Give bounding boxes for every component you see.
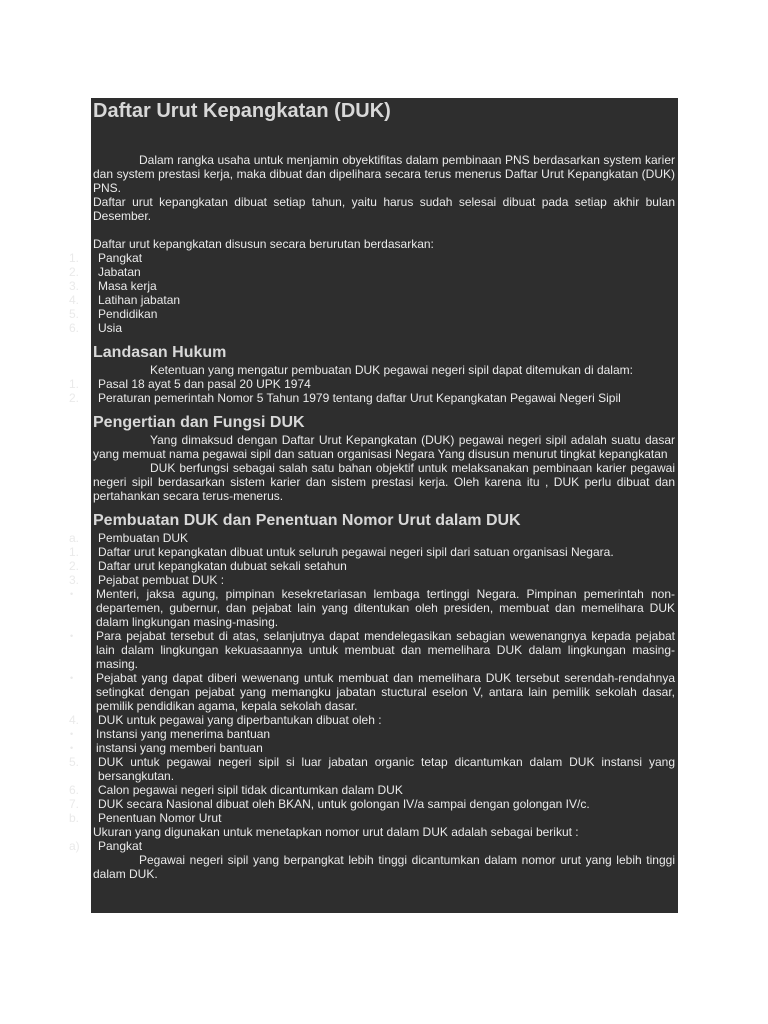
list-item: 6. Usia <box>69 321 123 335</box>
list-item-text: Pembuatan DUK <box>98 531 189 545</box>
list-item: 2. Jabatan <box>69 265 141 279</box>
bullet-marker: • <box>70 589 74 599</box>
list-item: 3. Masa kerja <box>69 279 157 293</box>
bullet-marker: • <box>70 729 74 739</box>
list-item <box>0 783 675 797</box>
list-item-text: Pejabat pembuat DUK : <box>98 573 225 587</box>
list-item: 4. Latihan jabatan <box>69 293 181 307</box>
list-item-text: DUK untuk pegawai yang diperbantukan dibuat oleh : <box>98 713 382 727</box>
list-item: 1. Pasal 18 ayat 5 dan pasal 20 UPK 1974 <box>69 377 311 391</box>
section-heading-landasan: Landasan Hukum <box>93 344 227 361</box>
list-item <box>0 797 675 811</box>
list-item-text: instansi yang memberi bantuan <box>96 741 263 755</box>
list-item <box>0 755 675 783</box>
list-item-text: DUK secara Nasional dibuat oleh BKAN, untuk golongan IV/a sampai dengan golongan IV/c. <box>98 797 590 811</box>
list-item-text: Pejabat yang dapat diberi wewenang untuk membuat dan memelihara DUK tersebut serendah-rendahnya setingkat dengan pejabat yang memangku jabatan stuctural eselon V, antara lain pemilik sekolah dasar, pemilik pendidikan agama, kepala sekolah dasar. <box>96 671 675 713</box>
list-item <box>0 713 675 727</box>
page-title: Daftar Urut Kepangkatan (DUK) <box>93 100 391 122</box>
section-heading-pengertian: Pengertian dan Fungsi DUK <box>93 414 305 431</box>
list-marker: 1. <box>69 545 80 559</box>
list-item-text: Calon pegawai negeri sipil tidak dicantumkan dalam DUK <box>98 783 403 797</box>
list-item-text: Menteri, jaksa agung, pimpinan kesekretariasan lembaga tertinggi Negara. Pimpinan pemerintah non-departemen, gubernur, dan pejabat lain yang ditentukan oleh presiden, membuat dan memelihara DUK dalam lingkungan masing-masing. <box>96 587 675 629</box>
list-item <box>0 741 675 755</box>
list-marker: b. <box>69 811 80 825</box>
document-body <box>0 98 675 881</box>
list-marker: 5. <box>69 755 80 769</box>
landasan-intro: Ketentuan yang mengatur pembuatan DUK pegawai negeri sipil dapat ditemukan di dalam: <box>150 363 633 377</box>
list-item-text: DUK untuk pegawai negeri sipil si luar jabatan organic tetap dicantumkan dalam DUK instansi yang bersangkutan. <box>98 755 675 783</box>
list-item <box>0 727 675 741</box>
list-marker: a. <box>69 531 80 545</box>
list-item <box>0 531 675 545</box>
list-item <box>0 545 675 559</box>
pembuatan-list <box>0 531 675 825</box>
bullet-marker: • <box>70 743 74 753</box>
pengertian-paragraph-1: Yang dimaksud dengan Daftar Urut Kepangkatan (DUK) pegawai negeri sipil adalah suatu dasar yang memuat nama pegawai sipil dan satuan organisasi Negara Yang disusun menurut tingkat kepangkatan <box>93 433 675 461</box>
list-marker: 6. <box>69 783 80 797</box>
pengertian-paragraph-2: DUK berfungsi sebagai salah satu bahan objektif untuk melaksanakan pembinaan karier pegawai negeri sipil berdasarkan sistem karier dan sistem prestasi kerja. Oleh karena itu , DUK perlu dibuat dan pertahankan secara terus-menerus. <box>93 461 675 503</box>
list-item <box>0 587 675 629</box>
bullet-marker: • <box>70 673 74 683</box>
list-marker: 4. <box>69 713 80 727</box>
ukuran-paragraph: Ukuran yang digunakan untuk menetapkan nomor urut dalam DUK adalah sebagai berikut : <box>93 825 579 839</box>
list-item <box>0 671 675 713</box>
list-marker: 2. <box>69 559 80 573</box>
intro-paragraph-2: Daftar urut kepangkatan dibuat setiap tahun, yaitu harus sudah selesai dibuat pada setiap akhir bulan Desember. <box>93 195 675 223</box>
section-heading-pembuatan: Pembuatan DUK dan Penentuan Nomor Urut dalam DUK <box>93 512 521 529</box>
list-marker: 3. <box>69 573 80 587</box>
intro-paragraph-3: Daftar urut kepangkatan disusun secara berurutan berdasarkan: <box>93 237 434 251</box>
list-item-text: Daftar urut kepangkatan dibuat untuk seluruh pegawai negeri sipil dari satuan organisasi Negara. <box>98 545 614 559</box>
list-marker: 7. <box>69 797 80 811</box>
list-item-text: Instansi yang menerima bantuan <box>96 727 271 741</box>
list-item <box>0 573 675 587</box>
list-item <box>0 629 675 671</box>
list-item <box>0 811 675 825</box>
list-item-text: Para pejabat tersebut di atas, selanjutnya dapat mendelegasikan sebagian wewenangnya kepada pejabat lain dalam lingkungan kekuasaannya untuk membuat dan memelihara DUK dalam lingkungan masing-masing. <box>96 629 675 671</box>
list-item-text: Daftar urut kepangkatan dubuat sekali setahun <box>98 559 347 573</box>
intro-paragraph-1: Dalam rangka usaha untuk menjamin obyektifitas dalam pembinaan PNS berdasarkan system karier dan system prestasi kerja, maka dibuat dan dipelihara secara terus menerus Daftar Urut Kepangkatan (DUK) PNS. <box>93 153 675 195</box>
list-item: 5. Pendidikan <box>69 307 158 321</box>
list-item: 2. Peraturan pemerintah Nomor 5 Tahun 1979 tentang daftar Urut Kepangkatan Pegawai Negeri Sipil <box>69 391 621 405</box>
list-item: a) Pangkat <box>69 839 143 853</box>
list-item <box>0 559 675 573</box>
last-paragraph: Pegawai negeri sipil yang berpangkat lebih tinggi dicantumkan dalam nomor urut yang lebih tinggi dalam DUK. <box>93 853 675 881</box>
bullet-marker: • <box>70 631 74 641</box>
criteria-list <box>0 251 675 335</box>
list-item-text: Penentuan Nomor Urut <box>98 811 222 825</box>
list-item: 1. Pangkat <box>69 251 143 265</box>
